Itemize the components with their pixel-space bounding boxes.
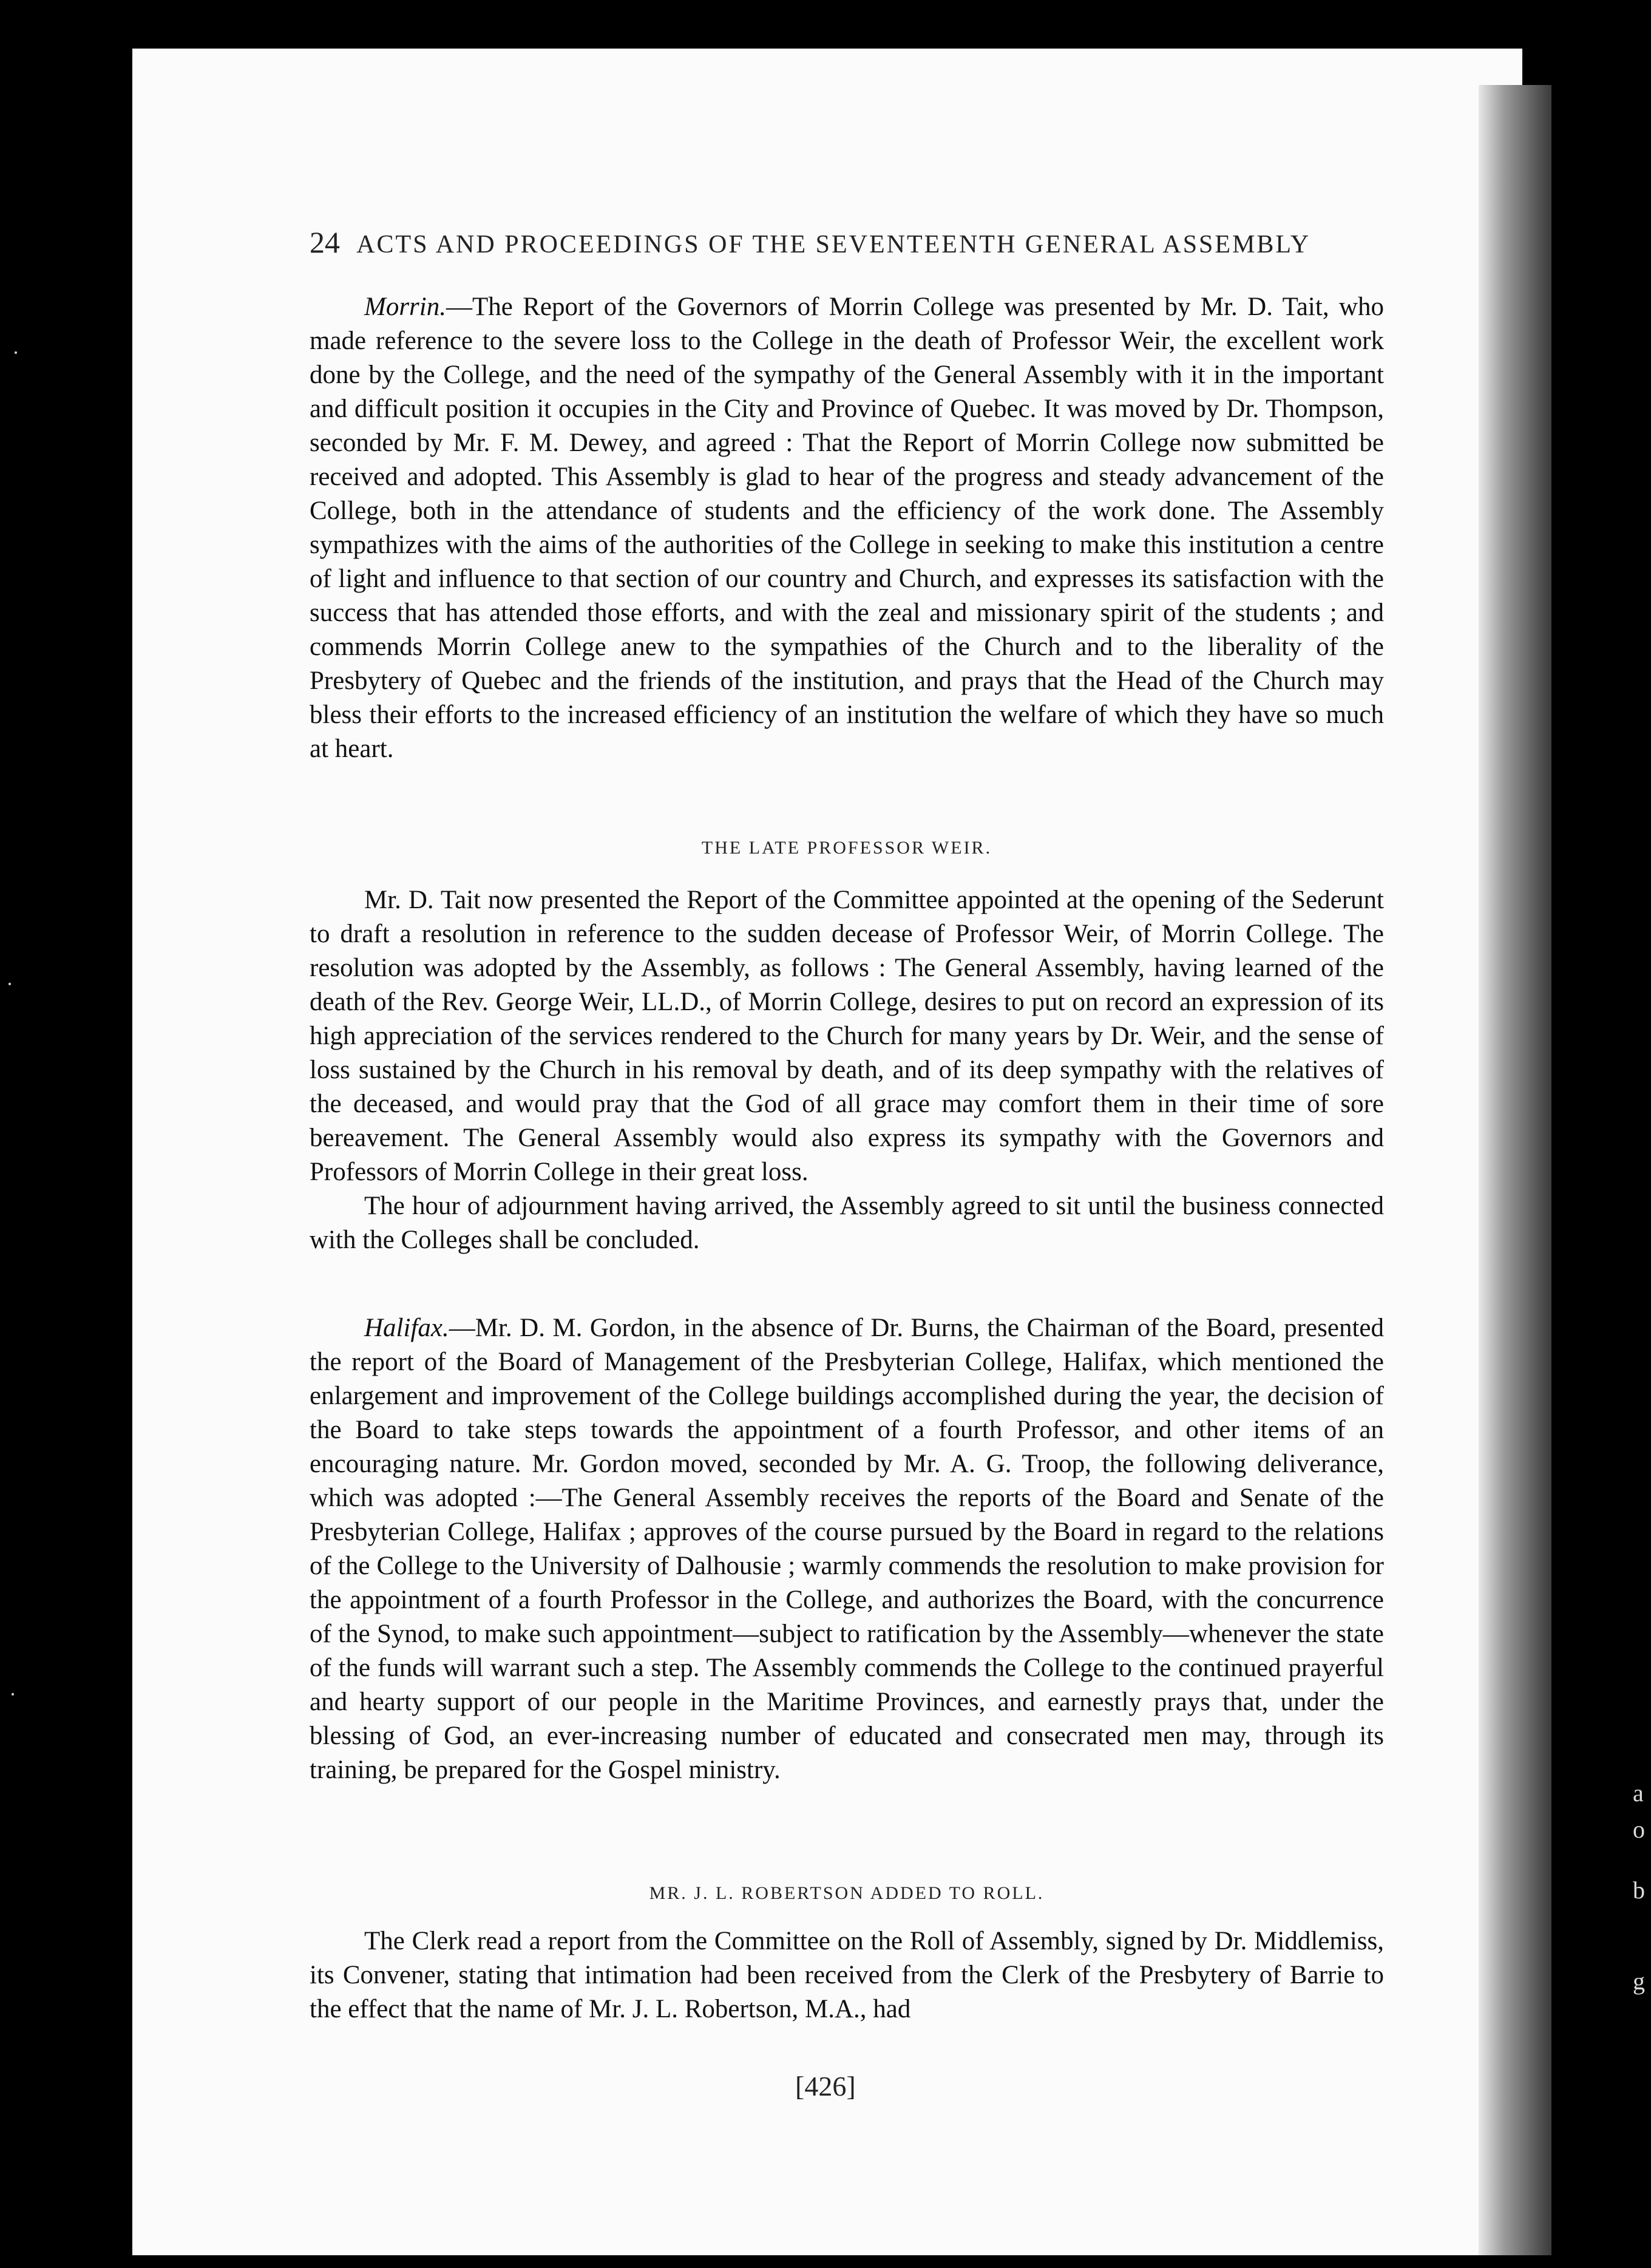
- margin-letter: b: [1633, 1876, 1645, 1904]
- margin-letter: o: [1633, 1816, 1645, 1843]
- weir-resolution-paragraph: Mr. D. Tait now presented the Report of the Committee appointed at the opening of the Sederunt to draft a resolution in reference to the sudden decease of Professor Weir, of Morrin College. The resolution was adopted by the Assembly, as follows : The General Assembly, having learned of the death of the Rev. George Weir, LL.D., of Morrin College, desires to put on record an expression of its high appreciation of the services rendered to the Church for many years by Dr. Weir, and the sense of loss sustained by the Church in his removal by death, and of its deep sympathy with the relatives of the deceased, and would pray that the God of all grace may comfort them in their time of sore bereavement. The General Assembly would also express its sympathy with the Governors and Professors of Morrin College in their great loss.: [310, 886, 1384, 1186]
- running-header: [310, 225, 1341, 260]
- scan-speck: ·: [12, 341, 19, 365]
- weir-section: [310, 883, 1384, 1257]
- adjournment-paragraph: The hour of adjournment having arrived, the Assembly agreed to sit until the business connected with the Colleges shall be concluded.: [310, 1192, 1384, 1254]
- heading-late-professor-weir: THE LATE PROFESSOR WEIR.: [701, 838, 992, 858]
- page-number: 24: [310, 225, 340, 259]
- robertson-paragraph: The Clerk read a report from the Committee on the Roll of Assembly, signed by Dr. Middlemiss, its Convener, stating that intimation had been received from the Clerk of the Presbytery of Barrie to the effect that the name of Mr. J. L. Robertson, M.A., had: [310, 1927, 1384, 2023]
- morrin-text: —The Report of the Governors of Morrin College was presented by Mr. D. Tait, who made reference to the severe loss to the College in the death of Professor Weir, the excellent work done by the College, and the need of the sympathy of the General Assembly with it in the important and difficult position it occupies in the City and Province of Quebec. It was moved by Dr. Thompson, seconded by Mr. F. M. Dewey, and agreed : That the Report of Morrin College now submitted be received and adopted. This Assembly is glad to hear of the progress and steady advancement of the College, both in the attendance of students and the efficiency of the work done. The Assembly sympathizes with the aims of the authorities of the College in seeking to make this institution a centre of light and influence to that section of our country and Church, and expresses its satisfaction with the success that has attended those efforts, and with the zeal and missionary spirit of the students ; and commends Morrin College anew to the sympathies of the Church and to the liberality of the Presbytery of Quebec and the friends of the institution, and prays that the Head of the Church may bless their efforts to the increased efficiency of an institution the welfare of which they have so much at heart.: [310, 293, 1384, 763]
- halifax-text: —Mr. D. M. Gordon, in the absence of Dr. Burns, the Chairman of the Board, presented the report of the Board of Management of the Presbyterian College, Halifax, which mentioned the enlargement and improvement of the College buildings accomplished during the year, the decision of the Board to take steps towards the appointment of a fourth Professor, and other items of an encouraging nature. Mr. Gordon moved, seconded by Mr. A. G. Troop, the following deliverance, which was adopted :—The General Assembly receives the reports of the Board and Senate of the Presbyterian College, Halifax ; approves of the course pursued by the Board in regard to the relations of the College to the University of Dalhousie ; warmly commends the resolution to make provision for the appointment of a fourth Professor in the College, and authorizes the Board, with the concurrence of the Synod, to make such appointment—subject to ratification by the Assembly—whenever the state of the funds will warrant such a step. The Assembly commends the College to the continued prayerful and hearty support of our people in the Maritime Provinces, and earnestly prays that, under the blessing of God, an ever-increasing number of educated and consecrated men may, through its training, be prepared for the Gospel ministry.: [310, 1314, 1384, 1784]
- heading-robertson-added: MR. J. L. ROBERTSON ADDED TO ROLL.: [649, 1883, 1045, 1903]
- margin-letter: a: [1633, 1779, 1644, 1807]
- next-page-edge: [1479, 85, 1551, 2255]
- morrin-paragraph: [310, 290, 1384, 766]
- halifax-lead: Halifax.: [364, 1314, 449, 1342]
- margin-letter: g: [1633, 1968, 1645, 1995]
- morrin-lead: Morrin.: [364, 293, 446, 321]
- scan-speck: ·: [6, 972, 13, 996]
- halifax-paragraph: [310, 1311, 1384, 1787]
- folio-number: [426]: [795, 2071, 856, 2102]
- robertson-section: [310, 1924, 1384, 2026]
- scan-speck: ·: [9, 1682, 16, 1706]
- running-title: ACTS AND PROCEEDINGS OF THE SEVENTEENTH GENERAL ASSEMBLY: [356, 231, 1311, 259]
